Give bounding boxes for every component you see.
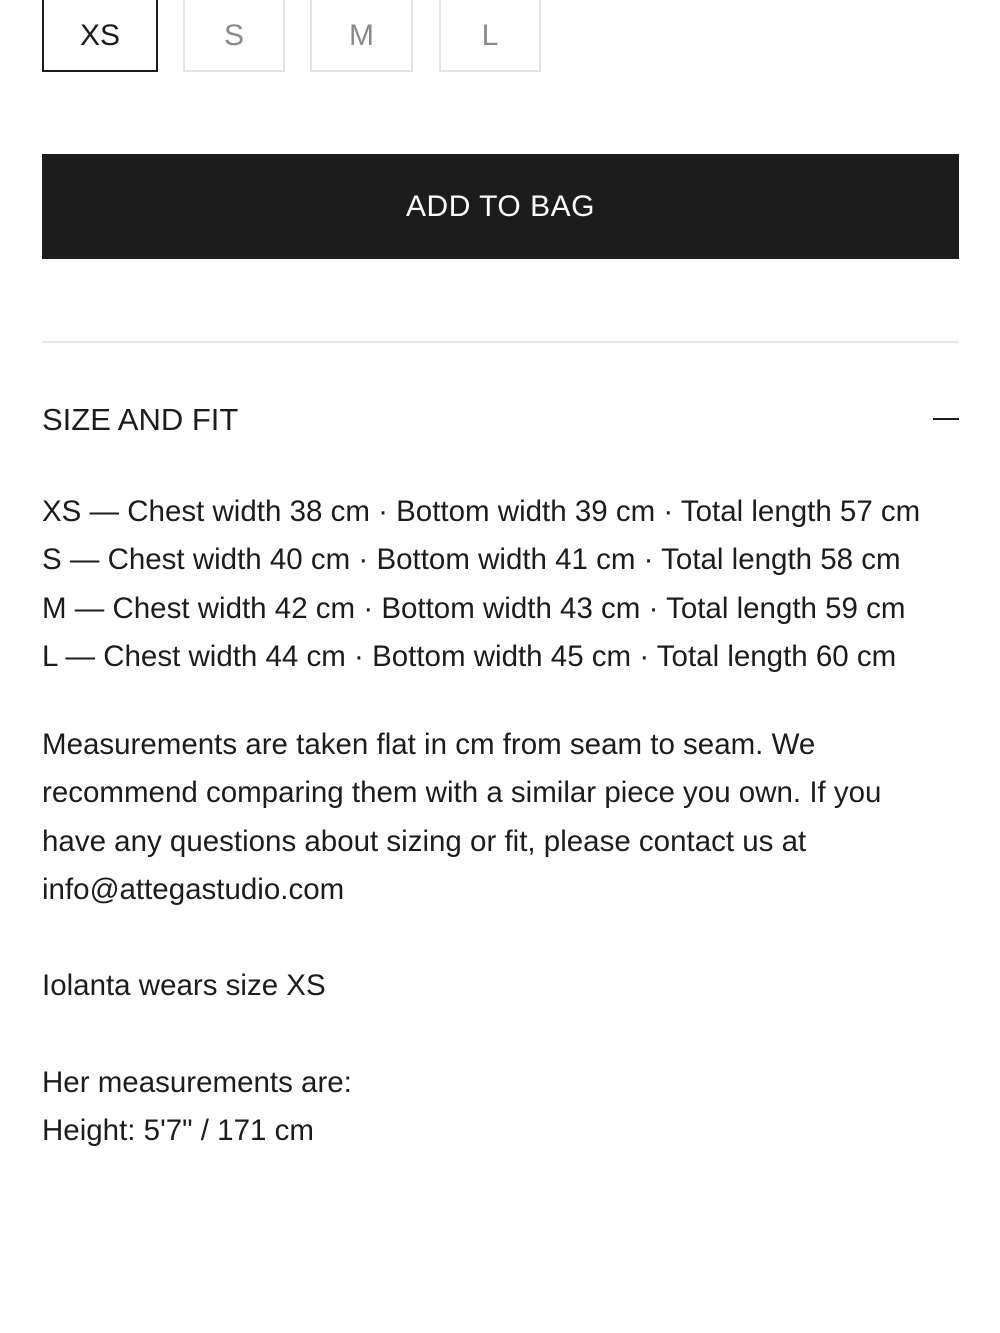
minus-icon[interactable] (933, 418, 959, 420)
size-and-fit-toggle[interactable] (42, 396, 959, 442)
add-to-bag-button[interactable]: ADD TO BAG (42, 154, 959, 259)
section-divider (42, 341, 959, 343)
size-line-m: M — Chest width 42 cm · Bottom width 43 cm · Total length 59 cm (42, 591, 906, 625)
size-option-s[interactable]: S (183, 0, 285, 72)
size-line-xs: XS — Chest width 38 cm · Bottom width 39 cm · Total length 57 cm (42, 495, 921, 528)
spacer (42, 914, 922, 962)
size-option-m[interactable]: M (310, 0, 413, 72)
size-line-s: S — Chest width 40 cm · Bottom width 41 cm · Total length 58 cm (42, 543, 901, 577)
size-option-l[interactable]: L (439, 0, 541, 72)
size-and-fit-content (42, 488, 922, 1155)
spacer (42, 1011, 922, 1059)
model-measurements-heading: Her measurements are: (42, 1065, 352, 1099)
model-height: Height: 5'7" / 171 cm (42, 1113, 314, 1147)
measurement-note: Measurements are taken flat in cm from seam to seam. We recommend comparing them with a similar piece you own. If you have any questions about sizing or fit, please contact us at info@attegastudio.com (42, 728, 882, 907)
size-option-xs[interactable]: XS (42, 0, 158, 72)
size-and-fit-title: SIZE AND FIT (42, 402, 239, 437)
size-line-l: L — Chest width 44 cm · Bottom width 45 cm · Total length 60 cm (42, 639, 897, 673)
model-size: Iolanta wears size XS (42, 969, 326, 1003)
spacer (42, 681, 922, 721)
